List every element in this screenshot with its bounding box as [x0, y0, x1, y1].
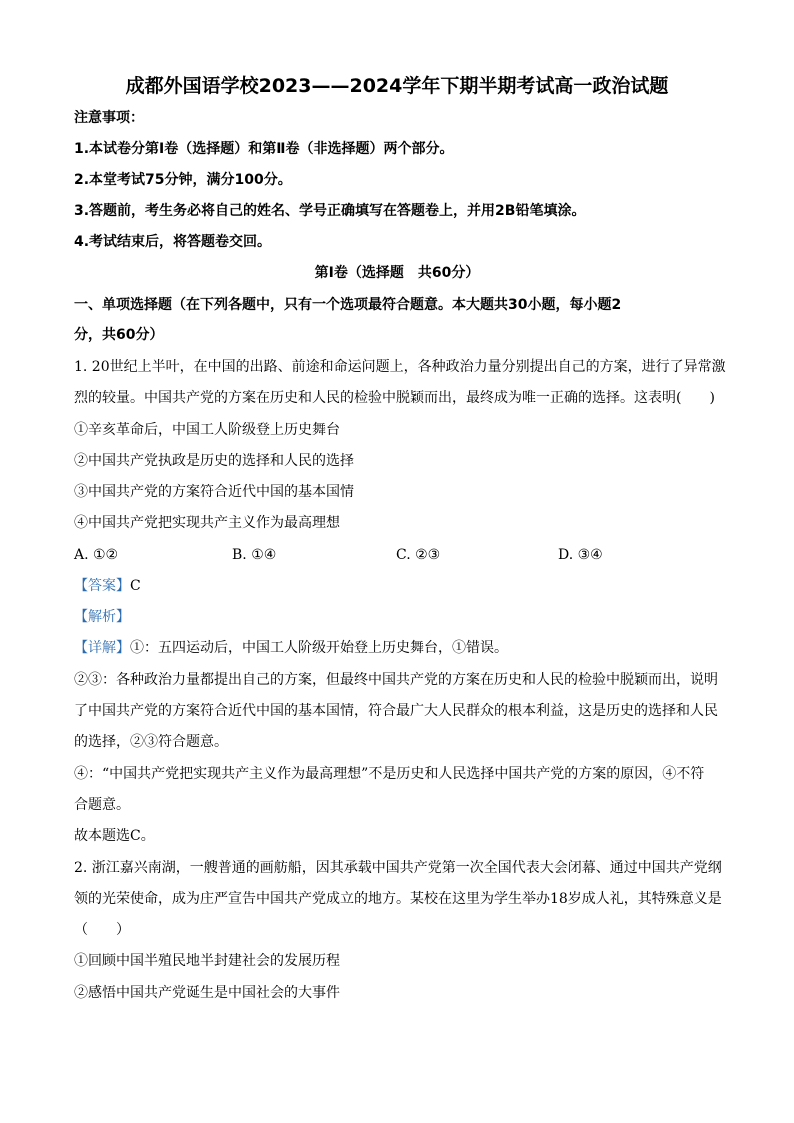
q1-option-d: D. ③④: [558, 547, 603, 563]
q2-statement-1: ①回顾中国半殖民地半封建社会的发展历程: [74, 953, 340, 969]
q1-option-a: A. ①②: [74, 547, 119, 563]
q1-analysis: [74, 606, 734, 628]
q1-stem-line-2: 烈的较量。中国共产党的方案在历史和人民的检验中脱颖而出，最终成为唯一正确的选择。这表明( ): [74, 390, 715, 406]
q1-conclusion: 故本题选C。: [74, 828, 155, 844]
part-one-heading-line-1: 一、单项选择题（在下列各题中，只有一个选项最符合题意。本大题共30小题，每小题2: [74, 297, 622, 313]
detail-text: ①：五四运动后，中国工人阶级开始登上历史舞台，①错误。: [130, 640, 508, 656]
notice-item-1: 1.本试卷分第Ⅰ卷（选择题）和第Ⅱ卷（非选择题）两个部分。: [74, 141, 454, 157]
notice-item-2: 2.本堂考试75分钟，满分100分。: [74, 172, 292, 188]
q2-stem-line-1: 2. 浙江嘉兴南湖，一艘普通的画舫船，因其承载中国共产党第一次全国代表大会闭幕、通过中国共产党纲: [74, 860, 722, 876]
q1-detail-p2-line-2: 了中国共产党的方案符合近代中国的基本国情，符合最广大人民群众的根本利益，这是历史的选择和人民: [74, 703, 718, 719]
q1-option-c: C. ②③: [396, 547, 441, 563]
q1-stem-line-1: 1. 20世纪上半叶，在中国的出路、前途和命运问题上，各种政治力量分别提出自己的方案，进行了异常激: [74, 359, 726, 375]
notice-heading: 注意事项：: [74, 110, 144, 126]
notice-item-4: 4.考试结束后，将答题卷交回。: [74, 234, 272, 250]
answer-value: C: [130, 578, 141, 594]
q2-stem-line-2: 领的光荣使命，成为庄严宣告中国共产党成立的地方。某校在这里为学生举办18岁成人礼，其特殊意义是: [74, 891, 722, 907]
q1-statement-3: ③中国共产党的方案符合近代中国的基本国情: [74, 484, 354, 500]
q1-detail-p3-line-2: 合题意。: [74, 797, 130, 813]
answer-tag: 【答案】: [74, 578, 130, 594]
q1-option-b: B. ①④: [232, 547, 277, 563]
notice-item-3: 3.答题前，考生务必将自己的姓名、学号正确填写在答题卷上，并用2B铅笔填涂。: [74, 203, 586, 219]
q1-detail-p3-line-1: ④：“中国共产党把实现共产主义作为最高理想”不是历史和人民选择中国共产党的方案的原因，④不符: [74, 766, 705, 782]
exam-title: 成都外国语学校2023——2024学年下期半期考试高一政治试题: [125, 75, 669, 97]
q2-stem-line-3: （ ）: [74, 922, 130, 938]
q1-statement-4: ④中国共产党把实现共产主义作为最高理想: [74, 515, 340, 531]
q1-detail-p2-line-1: ②③：各种政治力量都提出自己的方案，但最终中国共产党的方案在历史和人民的检验中脱颖而出，说明: [74, 672, 718, 688]
analysis-tag: 【解析】: [74, 609, 130, 625]
q1-detail-line-1: [74, 637, 734, 659]
part-one-heading-line-2: 分，共60分）: [74, 327, 164, 343]
section-title: 第Ⅰ卷（选择题 共60分）: [314, 265, 480, 281]
q1-answer: [74, 575, 734, 597]
q1-detail-p2-line-3: 的选择，②③符合题意。: [74, 734, 228, 750]
q1-statement-2: ②中国共产党执政是历史的选择和人民的选择: [74, 453, 354, 469]
detail-tag: 【详解】: [74, 640, 130, 656]
q2-statement-2: ②感悟中国共产党诞生是中国社会的大事件: [74, 985, 340, 1001]
q1-statement-1: ①辛亥革命后，中国工人阶级登上历史舞台: [74, 422, 340, 438]
